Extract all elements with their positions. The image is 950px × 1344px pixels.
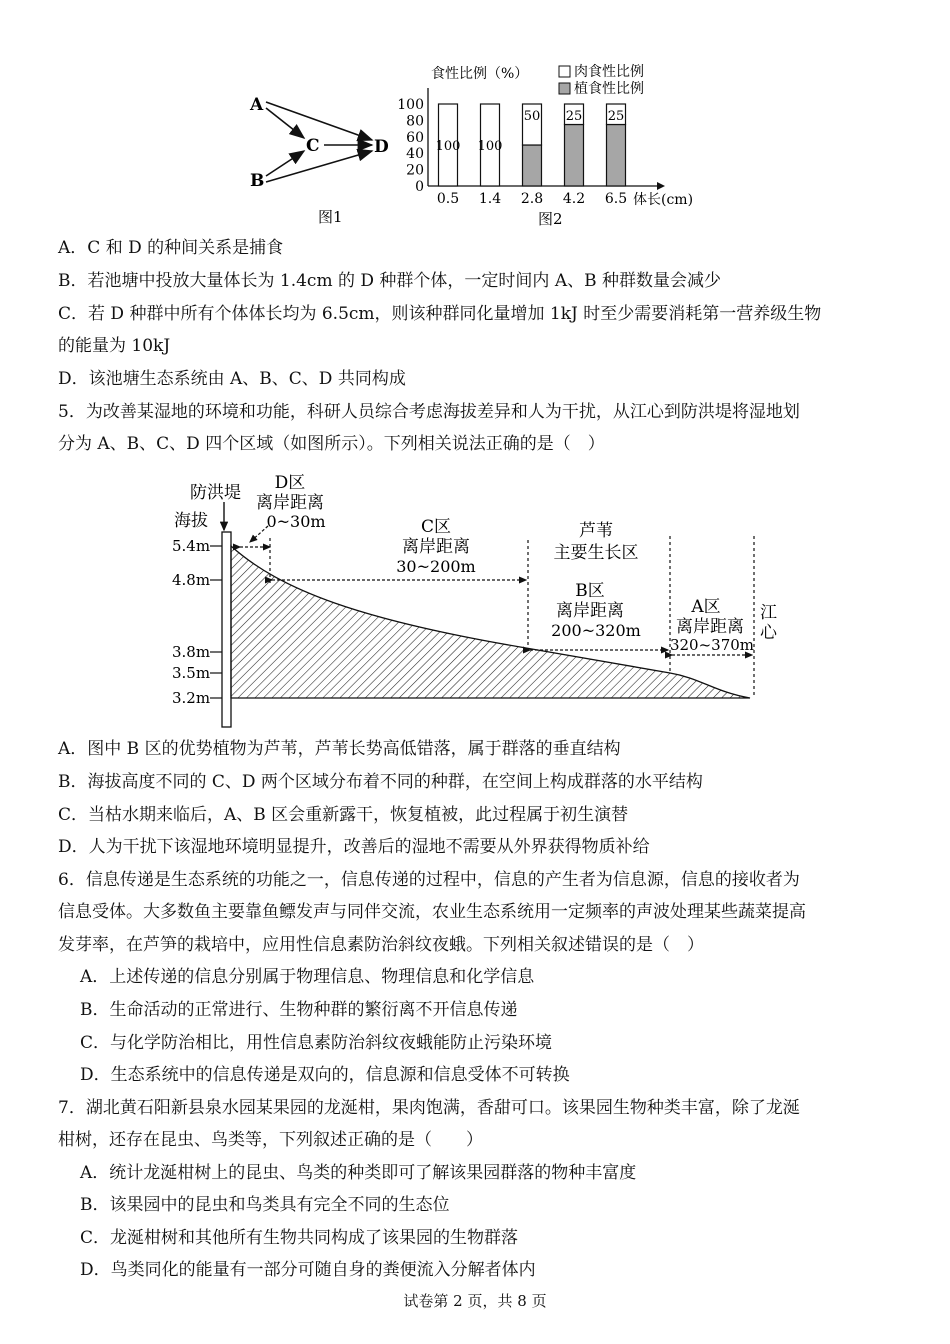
x-axis-title: 体长(cm) [633, 192, 694, 208]
q7-option-d: D．鸟类同化的能量有一部分可随自身的粪便流入分解者体内 [80, 1260, 536, 1280]
arrow-a-c [266, 108, 304, 138]
a-zone-range: 320~370m [669, 636, 755, 654]
node-a: A [250, 95, 264, 115]
x-tick-label: 2.8 [520, 191, 544, 207]
a-zone-label: A区 [691, 597, 721, 617]
q7-stem-line1: 7．湖北黄石阳新县泉水园某果园的龙涎柑，果肉饱满，香甜可口。该果园生物种类丰富，除了龙涎 [58, 1098, 800, 1118]
q6-option-a: A．上述传递的信息分别属于物理信息、物理信息和化学信息 [80, 967, 535, 987]
legend-gray-label: 植食性比例 [574, 81, 644, 97]
q6-stem-line2: 信息受体。大多数鱼主要靠鱼鳔发声与同伴交流，农业生态系统用一定频率的声波处理某些蔬菜提高 [58, 902, 806, 922]
level-4-8: 4.8m [172, 571, 211, 589]
q6-option-d: D．生态系统中的信息传递是双向的，信息源和信息受体不可转换 [80, 1065, 570, 1085]
bar-data-label: 100 [435, 139, 461, 154]
q5-option-a: A．图中 B 区的优势植物为芦苇，芦苇长势高低错落，属于群落的垂直结构 [58, 739, 621, 759]
legend-gray-swatch [559, 83, 570, 94]
legend-white-label: 肉食性比例 [574, 64, 644, 80]
c-zone-range: 30~200m [396, 557, 476, 576]
q7-option-a: A．统计龙涎柑树上的昆虫、鸟类的种类即可了解该果园群落的物种丰富度 [80, 1163, 637, 1183]
q5-option-c: C．当枯水期来临后，A、B 区会重新露干，恢复植被，此过程属于初生演替 [58, 805, 629, 825]
figure-2-caption: 图2 [538, 210, 563, 228]
wetland-diagram [160, 470, 800, 738]
level-3-5: 3.5m [172, 664, 211, 682]
level-5-4: 5.4m [172, 537, 211, 555]
bar-data-label: 25 [607, 109, 625, 124]
terrain-profile [231, 546, 750, 698]
x-tick-label: 0.5 [436, 191, 460, 207]
bar-data-label: 50 [523, 109, 541, 124]
q4-option-c-line1: C．若 D 种群中所有个体体长均为 6.5cm，则该种群同化量增加 1kJ 时至少需要消耗第一营养级生物 [58, 304, 822, 324]
levee-wall [222, 532, 231, 727]
y-tick-label: 60 [406, 129, 424, 146]
node-d: D [374, 137, 389, 157]
bar-herbivore-6.5 [607, 125, 626, 187]
y-tick-label: 100 [397, 97, 424, 113]
q6-stem-line1: 6．信息传递是生态系统的功能之一，信息传递的过程中，信息的产生者为信息源，信息的接收者为 [58, 870, 800, 890]
y-axis-title: 食性比例（%） [431, 66, 529, 82]
a-zone-distance-label: 离岸距离 [676, 617, 744, 637]
q7-option-b: B．该果园中的昆虫和鸟类具有完全不同的生态位 [80, 1195, 450, 1215]
q4-option-a: A．C 和 D 的种间关系是捕食 [58, 238, 284, 258]
page-footer: 试卷第 2 页，共 8 页 [403, 1292, 547, 1310]
figure-1-food-web [240, 88, 410, 228]
q6-option-b: B．生命活动的正常进行、生物种群的繁衍离不开信息传递 [80, 1000, 518, 1020]
y-tick-label: 20 [406, 162, 424, 179]
d-zone-label: D区 [274, 473, 306, 493]
y-tick-label: 0 [415, 179, 424, 195]
river-center-label-2: 心 [760, 623, 777, 643]
reed-label: 芦苇 [579, 521, 613, 541]
figure-2-bar-chart [395, 58, 715, 233]
b-zone-distance-label: 离岸距离 [556, 601, 624, 621]
altitude-label: 海拔 [174, 511, 208, 531]
y-tick-label: 80 [406, 113, 424, 130]
x-axis-arrow [657, 182, 665, 190]
q7-option-c: C．龙涎柑树和其他所有生物共同构成了该果园的生物群落 [80, 1228, 519, 1248]
bar-herbivore-4.2 [565, 125, 584, 187]
c-zone-distance-label: 离岸距离 [402, 537, 470, 557]
q4-option-d: D．该池塘生态系统由 A、B、C、D 共同构成 [58, 369, 406, 389]
d-zone-range: 0~30m [266, 512, 326, 531]
river-center-label-1: 江 [760, 603, 777, 623]
bar-herbivore-2.8 [523, 145, 542, 186]
level-3-2: 3.2m [172, 689, 211, 707]
b-zone-range: 200~320m [551, 621, 641, 640]
q5-option-d: D．人为干扰下该湿地环境明显提升，改善后的湿地不需要从外界获得物质补给 [58, 837, 650, 857]
node-b: B [250, 171, 265, 191]
q4-option-b: B．若池塘中投放大量体长为 1.4cm 的 D 种群个体，一定时间内 A、B 种群数量会减少 [58, 271, 721, 291]
d-zone-distance-label: 离岸距离 [256, 493, 324, 513]
figure-1-caption: 图1 [318, 208, 343, 226]
levee-label: 防洪堤 [190, 483, 241, 503]
node-c: C [306, 136, 320, 156]
y-tick-label: 40 [406, 146, 424, 163]
reed-area-label: 主要生长区 [553, 543, 639, 563]
level-3-8: 3.8m [172, 643, 211, 661]
bar-data-label: 25 [565, 109, 583, 124]
q4-option-c-line2: 的能量为 10kJ [58, 336, 171, 356]
x-tick-label: 1.4 [478, 191, 502, 207]
legend-white-swatch [559, 66, 570, 77]
q5-option-b: B．海拔高度不同的 C、D 两个区域分布着不同的种群，在空间上构成群落的水平结构 [58, 772, 703, 792]
q5-stem-line1: 5．为改善某湿地的环境和功能，科研人员综合考虑海拔差异和人为干扰，从江心到防洪堤将湿地划 [58, 402, 800, 422]
q6-stem-line3: 发芽率，在芦笋的栽培中，应用性信息素防治斜纹夜蛾。下列相关叙述错误的是（ ） [58, 935, 704, 955]
c-zone-label: C区 [420, 517, 452, 537]
q5-stem-line2: 分为 A、B、C、D 四个区域（如图所示）。下列相关说法正确的是（ ） [58, 434, 605, 454]
x-tick-label: 6.5 [604, 191, 628, 207]
q7-stem-line2: 柑树，还存在昆虫、鸟类等，下列叙述正确的是（ ） [58, 1130, 483, 1150]
bar-data-label: 100 [477, 139, 503, 154]
q6-option-c: C．与化学防治相比，用性信息素防治斜纹夜蛾能防止污染环境 [80, 1033, 553, 1053]
x-tick-label: 4.2 [562, 191, 586, 207]
b-zone-label: B区 [575, 581, 605, 601]
d-zone-pointer [250, 526, 268, 542]
